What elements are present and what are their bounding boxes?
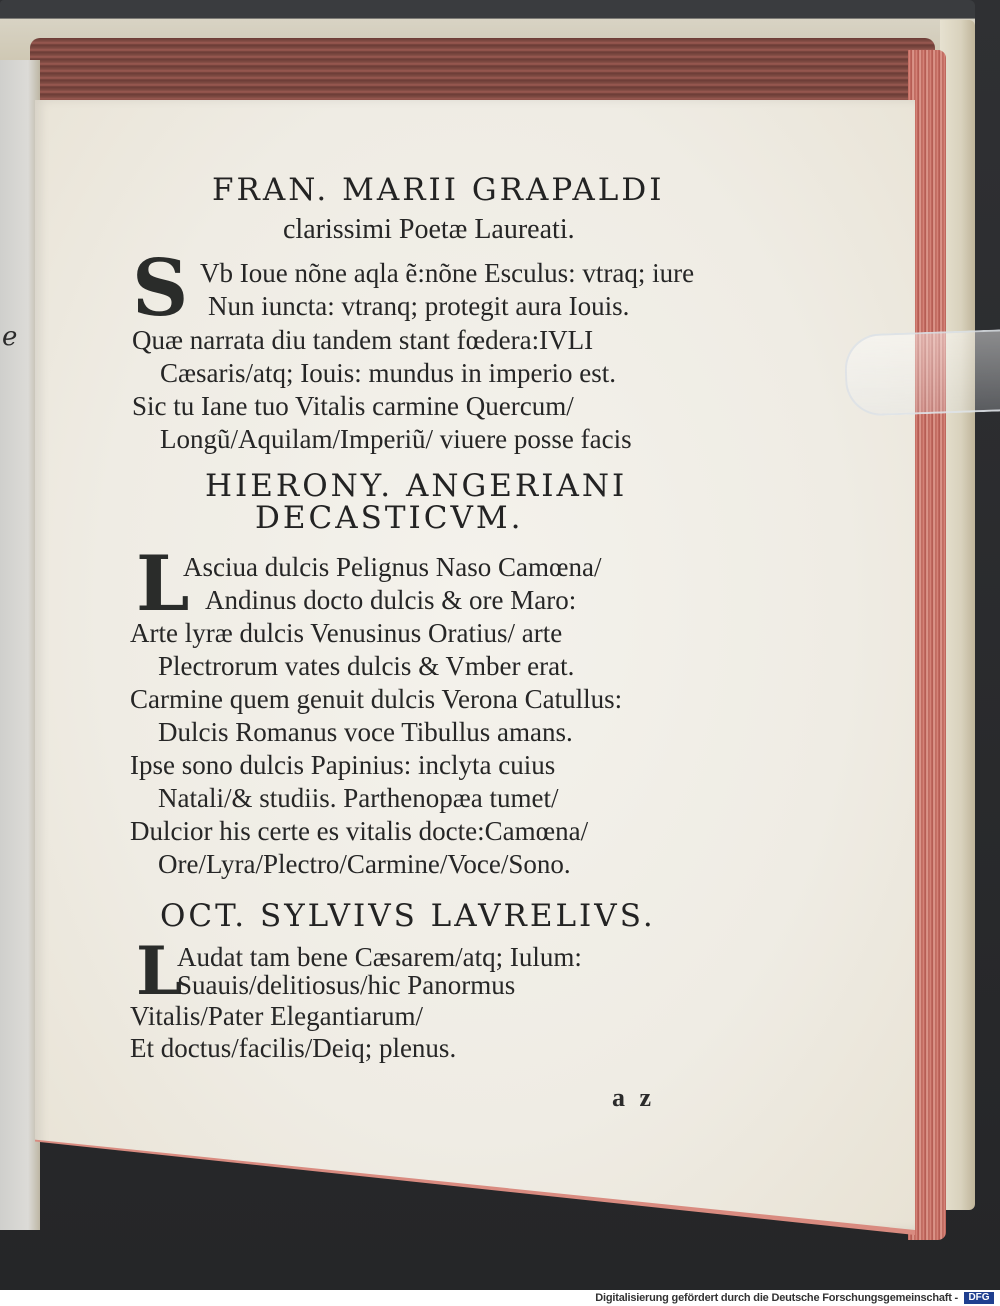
section-2-line-10: Ore/Lyra/Plectro/Carmine/Voce/Sono. bbox=[158, 849, 571, 879]
section-2-line-6: Dulcis Romanus voce Tibullus amans. bbox=[158, 717, 573, 747]
section-2-line-5: Carmine quem genuit dulcis Verona Catullus: bbox=[130, 684, 623, 714]
section-2-line-7: Ipse sono dulcis Papinius: inclyta cuius bbox=[130, 750, 556, 780]
section-2-dropcap: L bbox=[136, 539, 190, 628]
section-2-heading-line-2: DECASTICVM. bbox=[255, 500, 524, 536]
funding-credit: Digitalisierung gefördert durch die Deutsche Forschungsgemeinschaft - bbox=[595, 1292, 958, 1304]
facing-page-left bbox=[0, 60, 40, 1230]
section-2-line-3: Arte lyræ dulcis Venusinus Oratius/ arte bbox=[130, 618, 563, 648]
section-1-line-6: Longũ/Aquilam/Imperiũ/ viuere posse facis bbox=[160, 424, 632, 454]
section-1-line-3: Quæ narrata diu tandem stant fœdera:IVLI bbox=[132, 325, 594, 355]
page-clip bbox=[844, 329, 1000, 417]
section-1-dropcap: S bbox=[132, 243, 189, 334]
section-3-line-1: Audat tam bene Cæsarem/atq; Iulum: bbox=[177, 942, 582, 972]
section-1-line-1: Vb Ioue nõne aqla ẽ:nõne Esculus: vtraq; iure bbox=[200, 258, 695, 288]
signature-mark: a z bbox=[612, 1083, 656, 1112]
section-2-heading-line-1: HIERONY. ANGERIANI bbox=[205, 468, 628, 504]
section-3-line-3: Vitalis/Pater Elegantiarum/ bbox=[130, 1001, 424, 1031]
section-2-line-4: Plectrorum vates dulcis & Vmber erat. bbox=[158, 651, 575, 681]
section-1-line-4: Cæsaris/atq; Iouis: mundus in imperio est. bbox=[160, 358, 616, 388]
facing-page-fragment: e bbox=[2, 322, 18, 352]
section-2-line-9: Dulcior his certe es vitalis docte:Camœna/ bbox=[130, 816, 589, 846]
dfg-logo: DFG bbox=[964, 1292, 994, 1304]
page-edges-top bbox=[30, 38, 935, 103]
section-2-line-8: Natali/& studiis. Parthenopæa tumet/ bbox=[158, 783, 559, 813]
footer-bar bbox=[0, 1290, 1000, 1306]
section-3-line-4: Et doctus/facilis/Deiq; plenus. bbox=[130, 1033, 457, 1063]
section-2-line-1: Asciua dulcis Pelignus Naso Camœna/ bbox=[183, 552, 602, 582]
section-1-heading: FRAN. MARII GRAPALDI bbox=[212, 172, 665, 208]
section-2-line-2: Andinus docto dulcis & ore Maro: bbox=[205, 585, 577, 615]
section-3-heading: OCT. SYLVIVS LAVRELIVS. bbox=[160, 898, 656, 934]
section-1-line-5: Sic tu Iane tuo Vitalis carmine Quercum/ bbox=[132, 391, 574, 421]
section-3-line-2: Suauis/delitiosus/hic Panormus bbox=[177, 970, 516, 1000]
section-1-subheading: clarissimi Poetæ Laureati. bbox=[283, 214, 575, 245]
section-1-line-2: Nun iuncta: vtranq; protegit aura Iouis. bbox=[208, 291, 630, 321]
section-3-dropcap: L bbox=[136, 932, 183, 1010]
